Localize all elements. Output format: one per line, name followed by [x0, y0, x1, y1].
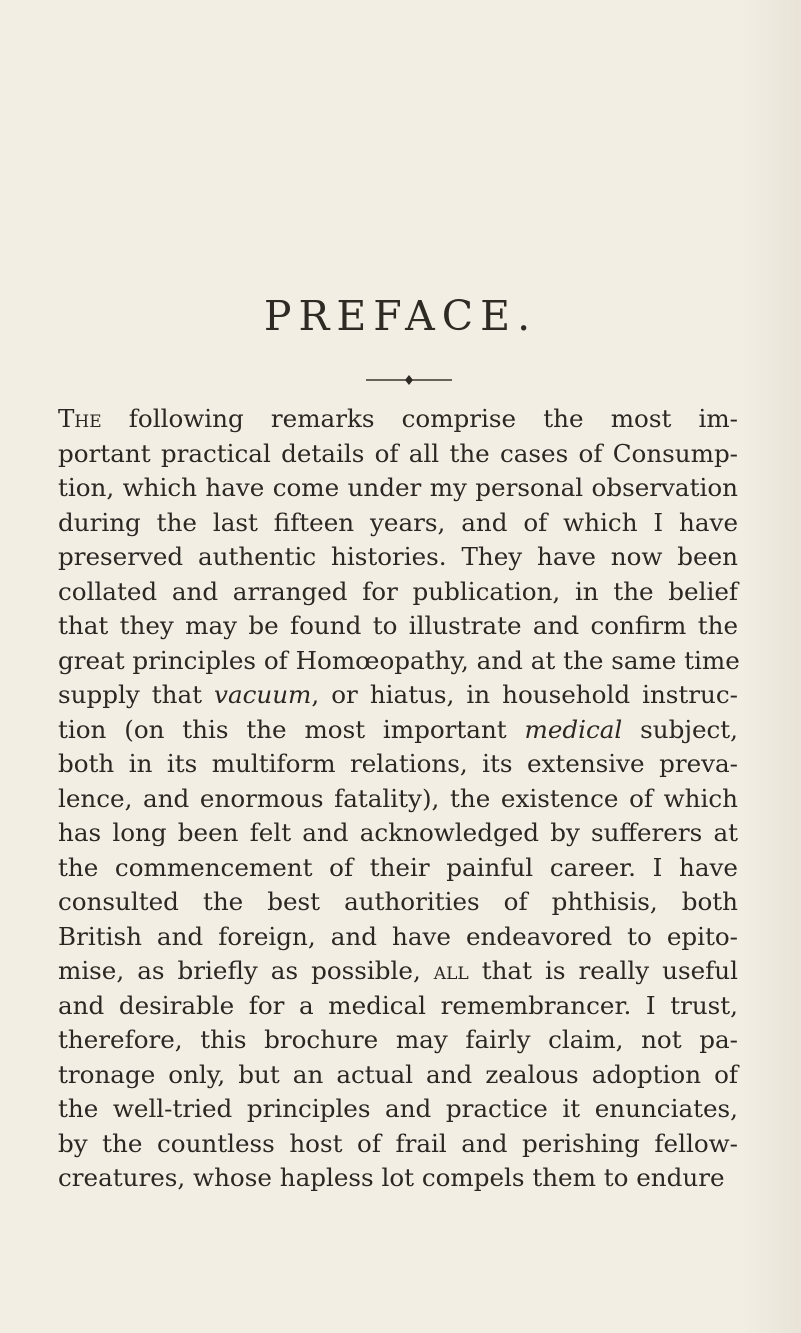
text-line — [58, 713, 738, 748]
page-edge-shade — [741, 0, 801, 1333]
text-run: subject, — [622, 714, 739, 744]
text-line — [58, 816, 738, 851]
text-run: lence, and enormous fatality), the existence of which — [58, 783, 738, 813]
text-run: mise, as briefly as possible, — [58, 956, 434, 985]
text-run: British and foreign, and have endeavored to epito- — [58, 921, 738, 951]
text-line — [58, 575, 738, 610]
text-line — [58, 1092, 738, 1127]
text-line — [58, 747, 738, 782]
text-line — [58, 989, 738, 1024]
text-run: following remarks comprise the most im- — [101, 404, 738, 433]
text-line — [58, 540, 738, 575]
text-run: tion, which have come under my personal observation — [58, 473, 738, 502]
text-line — [58, 851, 738, 886]
text-line — [58, 920, 738, 955]
text-run: that is really useful — [468, 956, 738, 985]
text-run: , or hiatus, in household instruc- — [311, 680, 738, 709]
text-line — [58, 471, 738, 506]
text-run: both in its multiform relations, its extensive preva- — [58, 749, 738, 778]
text-line — [58, 437, 738, 472]
text-line — [58, 885, 738, 920]
text-run: The — [58, 404, 102, 433]
text-run: supply that — [58, 680, 215, 709]
preface-paragraph — [58, 402, 738, 1196]
text-run: therefore, this brochure may fairly claim, not pa- — [58, 1025, 738, 1054]
dash-diamond-rule-icon — [366, 374, 452, 386]
text-run: portant practical details of all the cases of Consump- — [58, 438, 738, 468]
text-line — [58, 609, 738, 644]
text-run: great principles of Homœopathy, and at the same time — [58, 645, 740, 675]
text-run: tion (on this the most important — [58, 714, 525, 744]
text-run: and desirable for a medical remembrancer. I trust, — [58, 990, 738, 1020]
text-run: all — [433, 956, 469, 985]
text-line — [58, 1127, 738, 1162]
text-run: tronage only, but an actual and zealous adoption of — [58, 1059, 738, 1089]
page-title: PREFACE. — [263, 292, 538, 340]
text-run: vacuum — [214, 680, 312, 709]
text-line — [58, 644, 738, 679]
text-run: creatures, whose hapless lot compels them to endure — [58, 1163, 725, 1192]
text-run: medical — [524, 714, 623, 744]
text-line — [58, 1023, 738, 1058]
text-run: during the last fifteen years, and of which I have — [58, 507, 738, 537]
text-run: has long been felt and acknowledged by sufferers at — [58, 818, 738, 847]
text-line — [58, 954, 738, 989]
text-run: the commencement of their painful career. I have — [58, 852, 738, 882]
text-run: the well-tried principles and practice it enunciates, — [58, 1094, 738, 1123]
text-line — [58, 506, 738, 541]
text-run: consulted the best authorities of phthisis, both — [58, 887, 738, 916]
text-line — [58, 1161, 738, 1196]
text-line — [58, 678, 738, 713]
text-run: by the countless host of frail and perishing fellow- — [58, 1128, 738, 1158]
text-run: preserved authentic histories. They have now been — [58, 542, 738, 571]
text-line — [58, 402, 738, 437]
text-run: collated and arranged for publication, in the belief — [58, 576, 738, 606]
text-run: that they may be found to illustrate and confirm the — [58, 611, 738, 640]
text-line — [58, 782, 738, 817]
text-line — [58, 1058, 738, 1093]
